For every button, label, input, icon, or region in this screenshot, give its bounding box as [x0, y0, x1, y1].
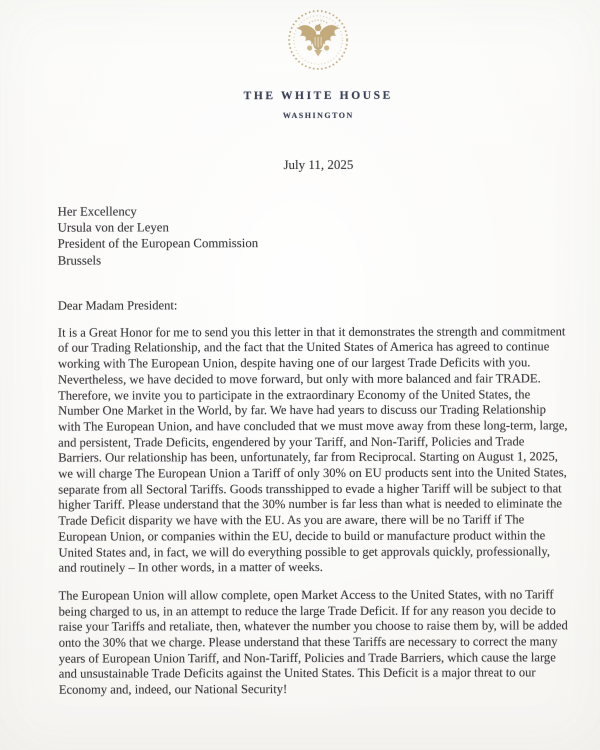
recipient-line-name: Ursula von der Leyen: [57, 220, 169, 235]
letterhead-subtitle: WASHINGTON: [282, 110, 354, 121]
body-paragraph-1: It is a Great Honor for me to send you this letter in that it demonstrates the strength and commitment of our Trading Relationship, and the fact that the United States of America has agreed to continue working with The European Union, despite having one of our largest Trade Deficits with you. Nevertheless, we have decided to move forward, but only with more balanced and fair TRADE. Therefore, we invite you to participate in the extraordinary Economy of the United States, the Number One Market in the World, by far. We have had years to discuss our Trading Relationship with The European Union, and have concluded that we must move away from these long-term, large, and persistent, Trade Deficits, engendered by your Tariff, and Non-Tariff, Policies and Trade Barriers. Our relationship has been, unfortunately, far from Reciprocal. Starting on August 1, 2025, we will charge The European Union a Tariff of only 30% on EU products sent into the United States, separate from all Sectoral Tariffs. Goods transshipped to evade a higher Tariff will be subject to that higher Tariff. Please understand that the 30% number is far less than what is needed to eliminate the Trade Deficit disparity we have with the EU. As you are aware, there will be no Tariff if The European Union, or companies within the EU, decide to build or manufacture product within the United States and, in fact, we will do everything possible to get approvals quickly, professionally, and routinely – In other words, in a matter of weeks.: [57, 324, 568, 575]
letterhead-title: THE WHITE HOUSE: [243, 89, 393, 103]
presidential-seal-icon: [286, 8, 350, 72]
recipient-line-city: Brussels: [57, 253, 102, 268]
body-paragraph-2: The European Union will allow complete, open Market Access to the United States, with no Tariff being charged to us, in an attempt to reduce the large Trade Deficit. If for any reason you decide to raise your Tariffs and retaliate, then, whatever the number you choose to raise them by, will be added onto the 30% that we charge. Please understand that these Tariffs are necessary to correct the many years of European Union Tariff, and Non-Tariff, Policies and Trade Barriers, which cause the large and unsustainable Trade Deficits against the United States. This Deficit is a major threat to our Economy and, indeed, our National Security!: [58, 587, 568, 697]
letter-date: July 11, 2025: [283, 156, 354, 173]
recipient-block: [58, 203, 259, 268]
recipient-line-title: President of the European Commission: [57, 236, 259, 252]
recipient-line-honorific: Her Excellency: [57, 204, 137, 219]
salutation: Dear Madam President:: [57, 298, 178, 313]
letter-body: [58, 297, 569, 710]
